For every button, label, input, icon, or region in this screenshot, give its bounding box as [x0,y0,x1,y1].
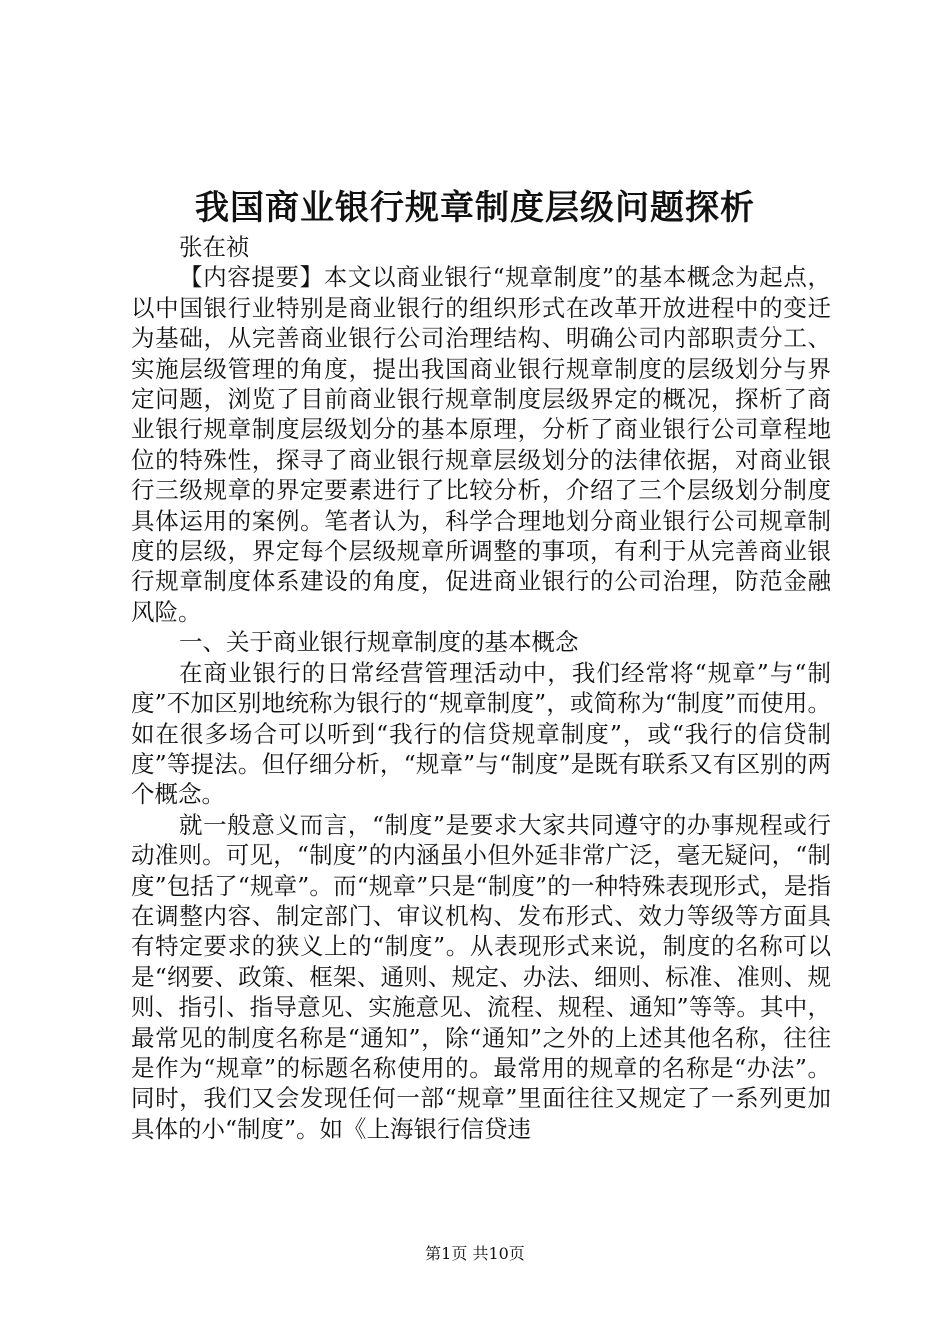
document-title: 我国商业银行规章制度层级问题探析 [195,188,755,228]
body-paragraph: 就一般意义而言，“制度”是要求大家共同遵守的办事规程或行动准则。可见，“制度”的内涵虽小但外延非常广泛，毫无疑问，“制度”包括了“规章”。而“规章”只是“制度”的一种特殊表现形式，是指在调整内容、制定部门、审议机构、发布形式、效力等级等方面具有特定要求的狭义上的“制度”。从表现形式来说，制度的名称可以是“纲要、政策、框架、通则、规定、办法、细则、标准、准则、规则、指引、指导意见、实施意见、流程、规程、通知”等等。其中，最常见的制度名称是“通知”，除“通知”之外的上述其他名称，往往是作为“规章”的标题名称使用的。最常用的规章的名称是“办法”。同时，我们又会发现任何一部“规章”里面往往又规定了一系列更加具体的小“制度”。如《上海银行信贷违 [131,810,831,1143]
body-paragraph: 在商业银行的日常经营管理活动中，我们经常将“规章”与“制度”不加区别地统称为银行的“规章制度”，或简称为“制度”而使用。如在很多场合可以听到“我行的信贷规章制度”，或“我行的信贷制度”等提法。但仔细分析，“规章”与“制度”是既有联系又有区别的两个概念。 [131,658,831,809]
section-heading: 一、关于商业银行规章制度的基本概念 [179,628,579,657]
abstract-paragraph: 【内容提要】本文以商业银行“规章制度”的基本概念为起点，以中国银行业特别是商业银行的组织形式在改革开放进程中的变迁为基础，从完善商业银行公司治理结构、明确公司内部职责分工、实施层级管理的角度，提出我国商业银行规章制度的层级划分与界定问题，浏览了目前商业银行规章制度层级界定的概况，探析了商业银行规章制度层级划分的基本原理，分析了商业银行公司章程地位的特殊性，探寻了商业银行规章层级划分的法律依据，对商业银行三级规章的界定要素进行了比较分析，介绍了三个层级划分制度具体运用的案例。笔者认为，科学合理地划分商业银行公司规章制度的层级，界定每个层级规章所调整的事项，有利于从完善商业银行规章制度体系建设的角度，促进商业银行的公司治理，防范金融风险。 [131,263,831,626]
author-name: 张在祯 [179,233,250,261]
page-number-footer: 第1页 共10页 [425,1244,525,1263]
document-body [131,232,831,1144]
